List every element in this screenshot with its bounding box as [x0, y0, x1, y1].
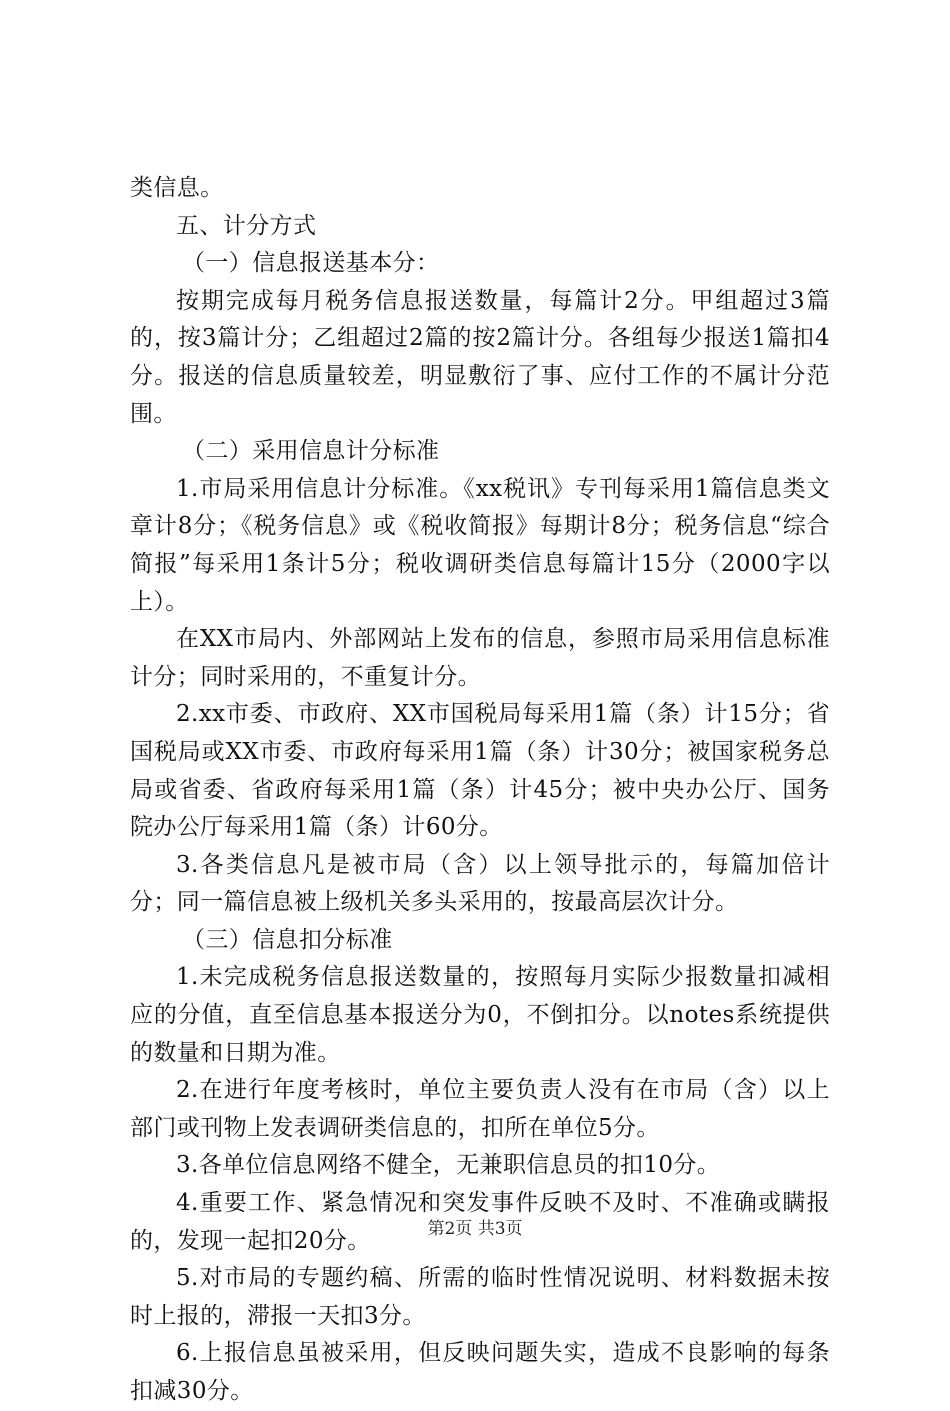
subheading-adoption-score: （二）采用信息计分标准	[182, 438, 440, 465]
paragraph-deduction-item-5: 5.对市局的专题约稿、所需的临时性情况说明、材料数据未按时上报的，滞报一天扣3分。	[130, 1265, 830, 1329]
paragraph-deduction-item-6: 6.上报信息虽被采用，但反映问题失实，造成不良影响的每条扣减30分。	[130, 1340, 830, 1404]
paragraph-adoption-website: 在XX市局内、外部网站上发布的信息，参照市局采用信息标准计分；同时采用的，不重复计分。	[130, 626, 830, 690]
paragraph-deduction-item-4: 4.重要工作、紧急情况和突发事件反映不及时、不准确或瞒报的，发现一起扣20分。	[130, 1190, 830, 1254]
section-heading-scoring-method: 五、计分方式	[176, 212, 317, 239]
subheading-basic-score: （一）信息报送基本分：	[182, 250, 440, 277]
paragraph-deduction-item-1: 1.未完成税务信息报送数量的，按照每月实际少报数量扣减相应的分值，直至信息基本报送分为0，不倒扣分。以notes系统提供的数量和日期为准。	[130, 964, 830, 1066]
paragraph-adoption-item-3: 3.各类信息凡是被市局（含）以上领导批示的，每篇加倍计分；同一篇信息被上级机关多头采用的，按最高层次计分。	[130, 851, 830, 916]
subheading-deduction-score: （三）信息扣分标准	[182, 926, 393, 953]
paragraph-continuation: 类信息。	[130, 175, 224, 201]
paragraph-deduction-item-3: 3.各单位信息网络不健全，无兼职信息员的扣10分。	[176, 1152, 721, 1179]
paragraph-basic-score: 按期完成每月税务信息报送数量，每篇计2分。甲组超过3篇的，按3篇计分；乙组超过2篇的按2篇计分。各组每少报送1篇扣4分。报送的信息质量较差，明显敷衍了事、应付工作的不属计分范围。	[130, 287, 830, 427]
paragraph-adoption-item-2: 2.xx市委、市政府、XX市国税局每采用1篇（条）计15分；省国税局或XX市委、市政府每采用1篇（条）计30分；被国家税务总局或省委、省政府每采用1篇（条）计45分；被中央办公厅、国务院办公厅每采用1篇（条）计60分。	[130, 701, 830, 841]
paragraph-adoption-item-1: 1.市局采用信息计分标准。《xx税讯》专刊每采用1篇信息类文章计8分；《税务信息》或《税收简报》每期计8分；税务信息“综合简报”每采用1条计5分；税收调研类信息每篇计15分（2000字以上）。	[130, 475, 830, 615]
page-number-footer: 第2页 共3页	[427, 1219, 523, 1239]
paragraph-deduction-item-2: 2.在进行年度考核时，单位主要负责人没有在市局（含）以上部门或刊物上发表调研类信息的，扣所在单位5分。	[130, 1077, 830, 1141]
